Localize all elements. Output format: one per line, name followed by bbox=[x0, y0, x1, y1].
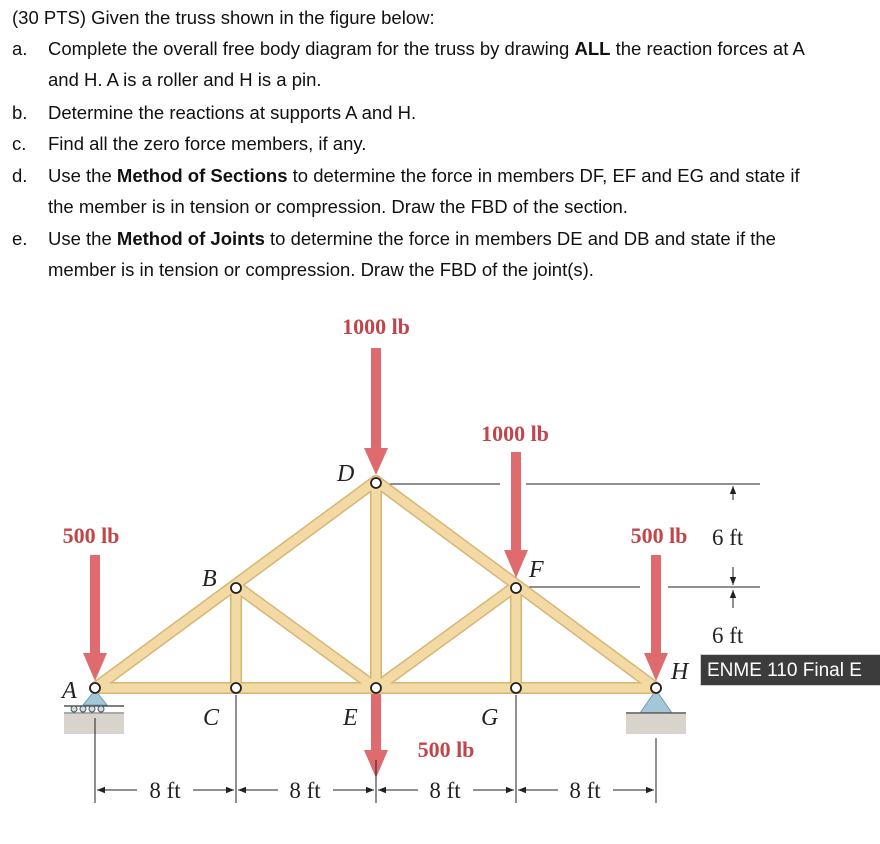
label-b: B bbox=[202, 566, 217, 592]
part-c-marker: c. bbox=[12, 133, 27, 154]
label-c: C bbox=[203, 705, 220, 731]
span-label-ac: 8 ft bbox=[149, 778, 181, 803]
load-arrow-h bbox=[644, 555, 668, 681]
span-label-ce: 8 ft bbox=[289, 778, 321, 803]
member-be bbox=[236, 586, 376, 688]
overlay-banner: ENME 110 Final E bbox=[700, 654, 880, 686]
joint-b bbox=[231, 583, 241, 593]
label-d: D bbox=[337, 461, 355, 487]
height-label-lower: 6 ft bbox=[712, 623, 744, 648]
part-a-line2: and H. A is a roller and H is a pin. bbox=[48, 69, 322, 90]
part-e-marker: e. bbox=[12, 228, 28, 249]
joint-c bbox=[231, 683, 241, 693]
load-label-a: 500 lb bbox=[62, 523, 120, 548]
load-arrow-d bbox=[364, 348, 388, 475]
part-d-line2: the member is in tension or compression. Draw the FBD of the section. bbox=[48, 196, 628, 217]
load-label-h: 500 lb bbox=[630, 523, 688, 548]
part-b-marker: b. bbox=[12, 102, 28, 123]
label-a: A bbox=[62, 678, 77, 704]
joint-a bbox=[90, 683, 100, 693]
problem-header: (30 PTS) Given the truss shown in the figure below: bbox=[12, 7, 435, 28]
label-f: F bbox=[529, 557, 544, 583]
part-e-line1: Use the Method of Joints to determine the force in members DE and DB and state if the bbox=[48, 228, 776, 249]
part-e-line2: member is in tension or compression. Draw the FBD of the joint(s). bbox=[48, 259, 594, 280]
truss-members bbox=[95, 481, 656, 688]
part-d-marker: d. bbox=[12, 165, 28, 186]
joint-e bbox=[371, 683, 381, 693]
label-e: E bbox=[343, 705, 358, 731]
label-g: G bbox=[481, 705, 499, 731]
span-label-gh: 8 ft bbox=[569, 778, 601, 803]
joint-g bbox=[511, 683, 521, 693]
joint-d bbox=[371, 478, 381, 488]
part-c-line1: Find all the zero force members, if any. bbox=[48, 133, 367, 154]
member-fe bbox=[376, 586, 516, 688]
part-a-marker: a. bbox=[12, 38, 28, 59]
height-label-upper: 6 ft bbox=[712, 525, 744, 550]
load-arrow-a bbox=[83, 555, 107, 681]
load-arrow-f bbox=[504, 452, 528, 578]
joint-f bbox=[511, 583, 521, 593]
load-label-f: 1000 lb bbox=[481, 421, 549, 446]
truss-figure bbox=[0, 300, 880, 844]
load-label-d: 1000 lb bbox=[342, 314, 410, 339]
part-b-line1: Determine the reactions at supports A and H. bbox=[48, 102, 417, 123]
label-h: H bbox=[671, 659, 689, 685]
part-a-line1: Complete the overall free body diagram for the truss by drawing ALL the reaction forces at A bbox=[48, 38, 805, 59]
span-label-eg: 8 ft bbox=[429, 778, 461, 803]
load-label-e: 500 lb bbox=[417, 737, 475, 762]
part-d-line1: Use the Method of Sections to determine the force in members DF, EF and EG and state if bbox=[48, 165, 800, 186]
pin-support-h bbox=[626, 690, 686, 734]
joint-h bbox=[651, 683, 661, 693]
